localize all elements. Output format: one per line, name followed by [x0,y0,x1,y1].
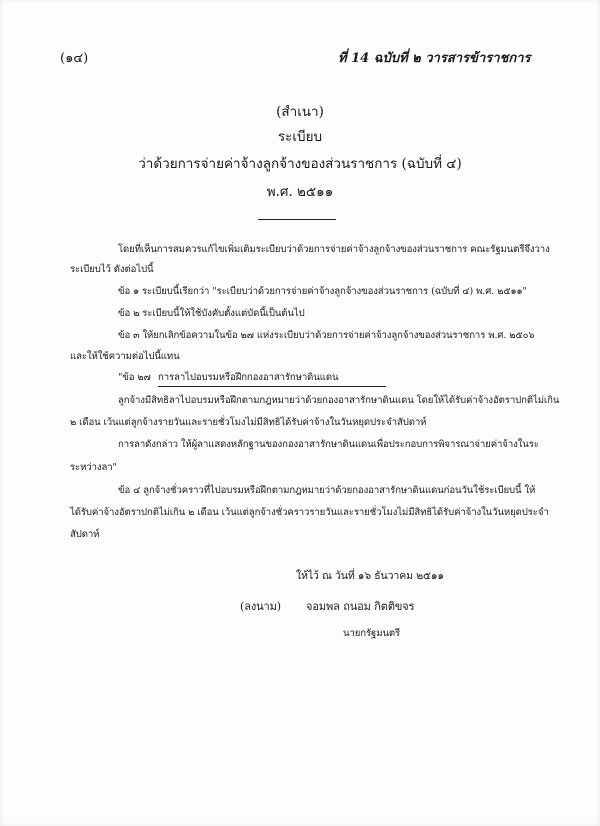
signer-title: นายกรัฐมนตรี [343,628,401,639]
title-divider [258,219,336,220]
document-type: ระเบียบ [277,129,323,145]
clause-2: ข้อ ๒ ระเบียบนี้ให้ใช้บังคับตั้งแต่บัดนี้เป็นต้นไป [118,308,305,319]
clause-3-line-1: ข้อ ๓ ให้ยกเลิกข้อความในข้อ ๒๗ แห่งระเบียบว่าด้วยการจ่ายค่าจ้างลูกจ้างของส่วนราชการ พ.ศ. ๒๕๐๖ [118,330,535,341]
page-number: (๑๔) [60,51,89,66]
given-date: ให้ไว้ ณ วันที่ ๑๖ ธันวาคม ๒๕๑๑ [296,570,445,582]
preamble-line-2: ระเบียบไว้ ดังต่อไปนี้ [70,264,154,275]
quoted-paragraph-1-line-1: ลูกจ้างมีสิทธิลาไปอบรมหรือฝึกตามกฎหมายว่าด้วยกองอาสารักษาดินแดน โดยให้ได้รับค่าจ้างอัตราปกติไม่เกิน [118,395,560,406]
clause-4-line-1: ข้อ ๔ ลูกจ้างชั่วคราวที่ไปอบรมหรือฝึกตามกฎหมายว่าด้วยกองอาสารักษาดินแดนก่อนวันใช้ระเบียบนี้ ให้ [118,485,536,496]
running-title: ที่ 14 ฉบับที่ ๒ วารสารข้าราชการ [338,51,531,66]
quoted-paragraph-1-line-2: ๒ เดือน เว้นแต่ลูกจ้างรายวันและรายชั่วโมงไม่มีสิทธิได้รับค่าจ้างในวันหยุดประจำสัปดาห์ [70,417,427,428]
clause-4-line-3: สัปดาห์ [70,529,100,540]
preamble-line-1: โดยที่เห็นการสมควรแก้ไขเพิ่มเติมระเบียบว่าด้วยการจ่ายค่าจ้างลูกจ้างของส่วนราชการ คณะรัฐมนตรีจึงวาง [118,244,550,255]
signed-label: (ลงนาม) [240,600,281,613]
document-year: พ.ศ. ๒๕๑๑ [266,184,334,200]
copy-label: (สำเนา) [276,104,324,120]
quoted-clause-title: การลาไปอบรมหรือฝึกกองอาสารักษาดินแดน [158,372,339,383]
quoted-paragraph-2-line-2: ระหว่างลา" [70,462,117,473]
clause-4-line-2: ได้รับค่าจ้างอัตราปกติไม่เกิน ๒ เดือน เว้นแต่ลูกจ้างชั่วคราวรายวันและรายชั่วโมงไม่มีสิทธิได้รับค่าจ้างในวันหยุดประจำ [70,507,549,518]
clause-1: ข้อ ๑ ระเบียบนี้เรียกว่า "ระเบียบว่าด้วยการจ่ายค่าจ้างลูกจ้างของส่วนราชการ (ฉบับที่ ๔) พ.ศ. ๒๕๑๑" [118,286,527,297]
quoted-clause-number: "ข้อ ๒๗ [118,372,151,383]
document-subject: ว่าด้วยการจ่ายค่าจ้างลูกจ้างของส่วนราชการ (ฉบับที่ ๔) [138,156,462,172]
clause-3-line-2: และให้ใช้ความต่อไปนี้แทน [70,351,180,362]
quoted-title-underline [158,386,386,387]
signer-name: จอมพล ถนอม กิตติขจร [306,600,415,613]
quoted-paragraph-2-line-1: การลาดังกล่าว ให้ผู้ลาแสดงหลักฐานของกองอาสารักษาดินแดนเพื่อประกอบการพิจารณาจ่ายค่าจ้างในระ [118,439,539,450]
